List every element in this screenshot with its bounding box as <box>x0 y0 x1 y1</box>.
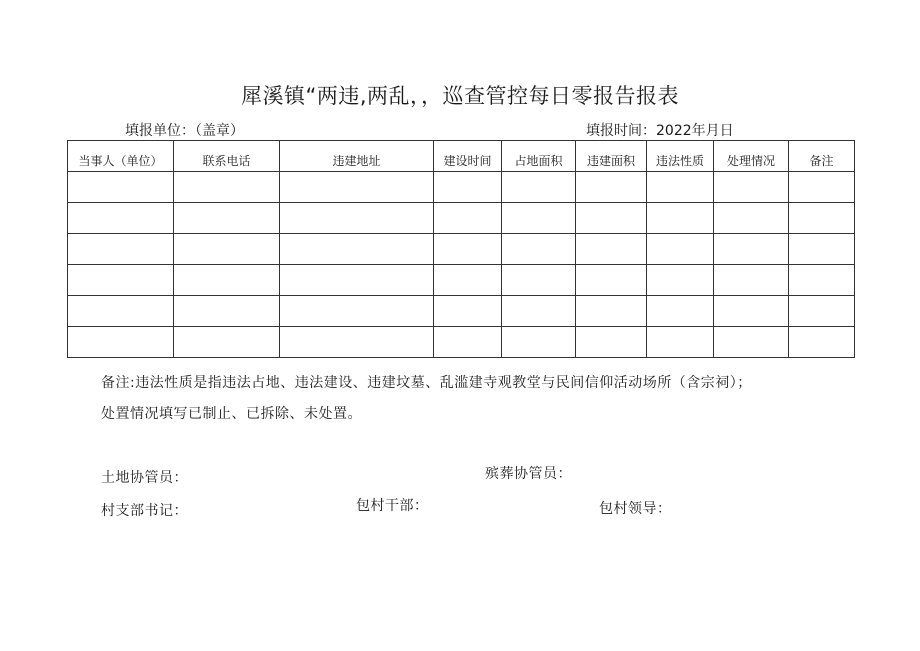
table-cell[interactable] <box>576 296 647 327</box>
table-cell[interactable] <box>434 234 502 265</box>
land-coordinator-label: 土地协管员： <box>101 470 188 486</box>
table-cell[interactable] <box>714 172 789 203</box>
page-title: 犀溪镇“两违,两乱，，巡查管控每日零报告报表 <box>240 84 680 108</box>
table-cell[interactable] <box>714 265 789 296</box>
table-cell[interactable] <box>68 265 174 296</box>
header-build-time: 建设时间 <box>434 141 502 172</box>
header-party: 当事人（单位） <box>68 141 174 172</box>
table-row <box>68 172 855 203</box>
table-cell[interactable] <box>502 265 576 296</box>
table-cell[interactable] <box>174 296 280 327</box>
header-handling: 处理情况 <box>714 141 789 172</box>
table-cell[interactable] <box>647 234 714 265</box>
table-cell[interactable] <box>434 203 502 234</box>
table-row <box>68 203 855 234</box>
table-cell[interactable] <box>174 327 280 358</box>
table-cell[interactable] <box>576 327 647 358</box>
table-cell[interactable] <box>789 172 855 203</box>
table-cell[interactable] <box>576 265 647 296</box>
table-cell[interactable] <box>576 203 647 234</box>
table-cell[interactable] <box>714 203 789 234</box>
table-header-row <box>68 141 855 172</box>
table-cell[interactable] <box>68 234 174 265</box>
table-cell[interactable] <box>68 172 174 203</box>
table-row <box>68 327 855 358</box>
table-row <box>68 296 855 327</box>
burial-coordinator-label: 殡葬协管员： <box>485 466 572 482</box>
table-cell[interactable] <box>789 203 855 234</box>
village-cadre-label: 包村干部： <box>356 498 429 514</box>
note-line-2: 处置情况填写已制止、已拆除、未处置。 <box>101 406 362 422</box>
table-cell[interactable] <box>434 172 502 203</box>
header-violation-type: 违法性质 <box>647 141 714 172</box>
fill-unit-label: 填报单位：（盖章） <box>125 123 244 139</box>
header-address: 违建地址 <box>280 141 434 172</box>
table-cell[interactable] <box>280 265 434 296</box>
table-cell[interactable] <box>68 296 174 327</box>
table-cell[interactable] <box>502 203 576 234</box>
table-cell[interactable] <box>576 172 647 203</box>
header-illegal-area: 违建面积 <box>576 141 647 172</box>
table-cell[interactable] <box>502 296 576 327</box>
table-cell[interactable] <box>502 234 576 265</box>
table-cell[interactable] <box>647 172 714 203</box>
table-cell[interactable] <box>68 327 174 358</box>
table-cell[interactable] <box>174 265 280 296</box>
table-cell[interactable] <box>502 327 576 358</box>
table-cell[interactable] <box>280 327 434 358</box>
table-cell[interactable] <box>174 203 280 234</box>
table-cell[interactable] <box>647 265 714 296</box>
table-cell[interactable] <box>789 327 855 358</box>
header-phone: 联系电话 <box>174 141 280 172</box>
header-remarks: 备注 <box>789 141 855 172</box>
table-cell[interactable] <box>280 203 434 234</box>
branch-secretary-label: 村支部书记： <box>101 503 188 519</box>
table-cell[interactable] <box>280 234 434 265</box>
table-cell[interactable] <box>502 172 576 203</box>
table-cell[interactable] <box>647 203 714 234</box>
table-cell[interactable] <box>280 172 434 203</box>
table-cell[interactable] <box>714 234 789 265</box>
village-leader-label: 包村领导： <box>599 501 672 517</box>
table-body <box>68 172 855 358</box>
table-cell[interactable] <box>434 265 502 296</box>
table-cell[interactable] <box>174 172 280 203</box>
table-row <box>68 234 855 265</box>
table-cell[interactable] <box>280 296 434 327</box>
table-cell[interactable] <box>789 265 855 296</box>
table-cell[interactable] <box>647 327 714 358</box>
table-cell[interactable] <box>576 234 647 265</box>
fill-time-label: 填报时间：2022年月日 <box>586 123 734 139</box>
table-cell[interactable] <box>789 296 855 327</box>
header-land-area: 占地面积 <box>502 141 576 172</box>
report-table <box>67 140 855 358</box>
table-cell[interactable] <box>68 203 174 234</box>
table-cell[interactable] <box>434 296 502 327</box>
note-line-1: 备注:违法性质是指违法占地、违法建设、违建坟墓、乱滥建寺观教堂与民间信仰活动场所（含宗祠）； <box>101 375 752 391</box>
table-cell[interactable] <box>789 234 855 265</box>
table-cell[interactable] <box>647 296 714 327</box>
table-row <box>68 265 855 296</box>
table-cell[interactable] <box>714 327 789 358</box>
table-cell[interactable] <box>174 234 280 265</box>
table-cell[interactable] <box>714 296 789 327</box>
table-cell[interactable] <box>434 327 502 358</box>
